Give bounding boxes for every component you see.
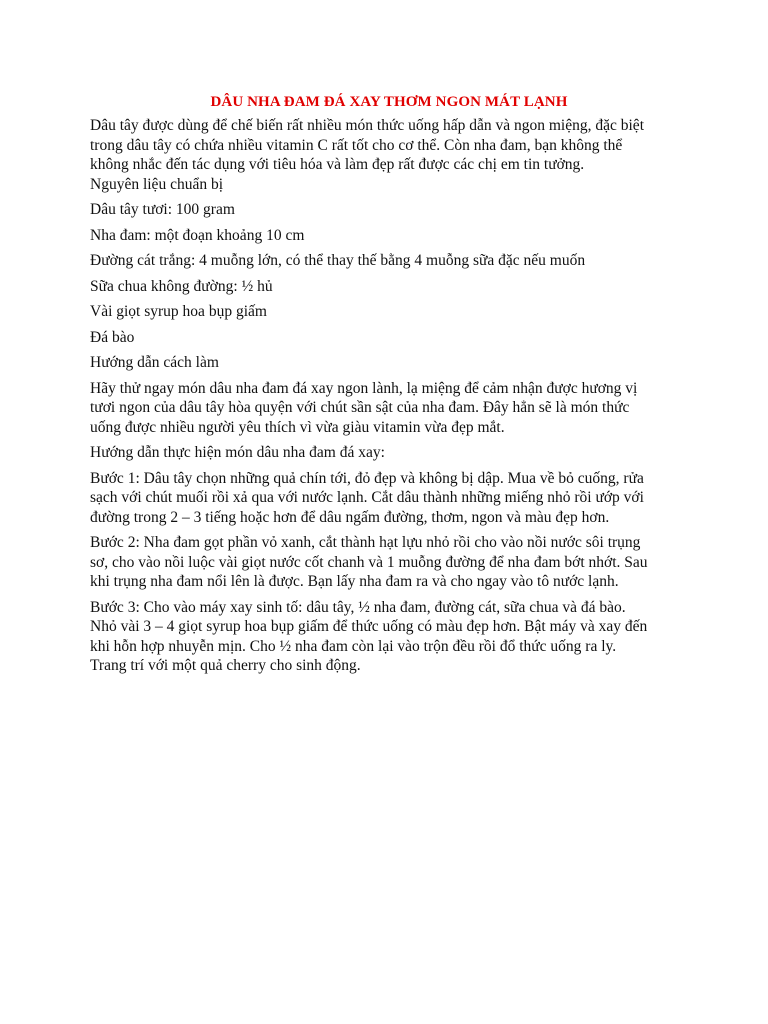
ingredient-item: Đá bào <box>90 328 135 346</box>
text-line: Bước 3: Cho vào máy xay sinh tố: dâu tây, ½ nha đam, đường cát, sữa chua và đá bào. <box>90 598 626 616</box>
ingredient-item: Vài giọt syrup hoa bụp giấm <box>90 303 267 320</box>
intro-paragraph <box>90 116 688 194</box>
text-line: đường trong 2 – 3 tiếng hoặc hơn để dâu ngấm đường, thơm, ngon và màu đẹp hơn. <box>90 508 610 526</box>
text-line: không nhắc đến tác dụng với tiêu hóa và làm đẹp rất được các chị em tin tưởng. <box>90 156 585 173</box>
document-page <box>90 92 688 682</box>
text-line: sơ, cho vào nồi luộc vài giọt nước cốt chanh và 1 muỗng đường để nha đam bớt nhớt. Sau <box>90 553 648 571</box>
ingredient-item: Dâu tây tươi: 100 gram <box>90 201 235 218</box>
steps-heading: Hướng dẫn thực hiện món dâu nha đam đá xay: <box>90 444 385 461</box>
text-line: sạch với chút muối rồi xả qua với nước lạnh. Cắt dâu thành những miếng nhỏ rồi ướp với <box>90 489 644 506</box>
text-line: khi trụng nha đam nổi lên là được. Bạn lấy nha đam ra và cho ngay vào tô nước lạnh. <box>90 573 619 590</box>
text-line: Nhỏ vài 3 – 4 giọt syrup hoa bụp giấm để thức uống có màu đẹp hơn. Bật máy và xay đến <box>90 618 648 635</box>
text-line: Hãy thử ngay món dâu nha đam đá xay ngon lành, lạ miệng để cảm nhận được hương vị <box>90 379 638 397</box>
ingredient-item: Nha đam: một đoạn khoảng 10 cm <box>90 226 305 244</box>
document-title: DÂU NHA ĐAM ĐÁ XAY THƠM NGON MÁT LẠNH <box>210 94 568 110</box>
text-line: trong dâu tây có chứa nhiều vitamin C rất tốt cho cơ thể. Còn nha đam, bạn không thể <box>90 136 623 154</box>
text-line: Dâu tây được dùng để chế biến rất nhiều món thức uống hấp dẫn và ngon miệng, đặc biệt <box>90 117 644 134</box>
text-line: tươi ngon của dâu tây hòa quyện với chút sần sật của nha đam. Đây hẳn sẽ là món thức <box>90 399 630 416</box>
text-line: khi hỗn hợp nhuyễn mịn. Cho ½ nha đam còn lại vào trộn đều rồi đổ thức uống ra ly. <box>90 637 617 655</box>
step-3-paragraph <box>90 598 688 676</box>
ingredients-heading: Nguyên liệu chuẩn bị <box>90 175 224 193</box>
step-2-paragraph <box>90 533 688 592</box>
ingredient-item: Sữa chua không đường: ½ hủ <box>90 277 273 295</box>
ingredient-item: Đường cát trắng: 4 muỗng lớn, có thể thay thế bằng 4 muỗng sữa đặc nếu muốn <box>90 252 586 269</box>
method-intro-paragraph <box>90 379 688 438</box>
text-line: Bước 2: Nha đam gọt phần vỏ xanh, cắt thành hạt lựu nhỏ rồi cho vào nồi nước sôi trụng <box>90 534 641 551</box>
text-line: Trang trí với một quả cherry cho sinh động. <box>90 657 361 674</box>
text-line: uống được nhiều người yêu thích vì vừa giàu vitamin vừa đẹp mắt. <box>90 418 505 436</box>
text-line: Bước 1: Dâu tây chọn những quả chín tới, đỏ đẹp và không bị dập. Mua về bỏ cuống, rửa <box>90 469 644 487</box>
step-1-paragraph <box>90 469 688 528</box>
method-heading: Hướng dẫn cách làm <box>90 354 219 371</box>
